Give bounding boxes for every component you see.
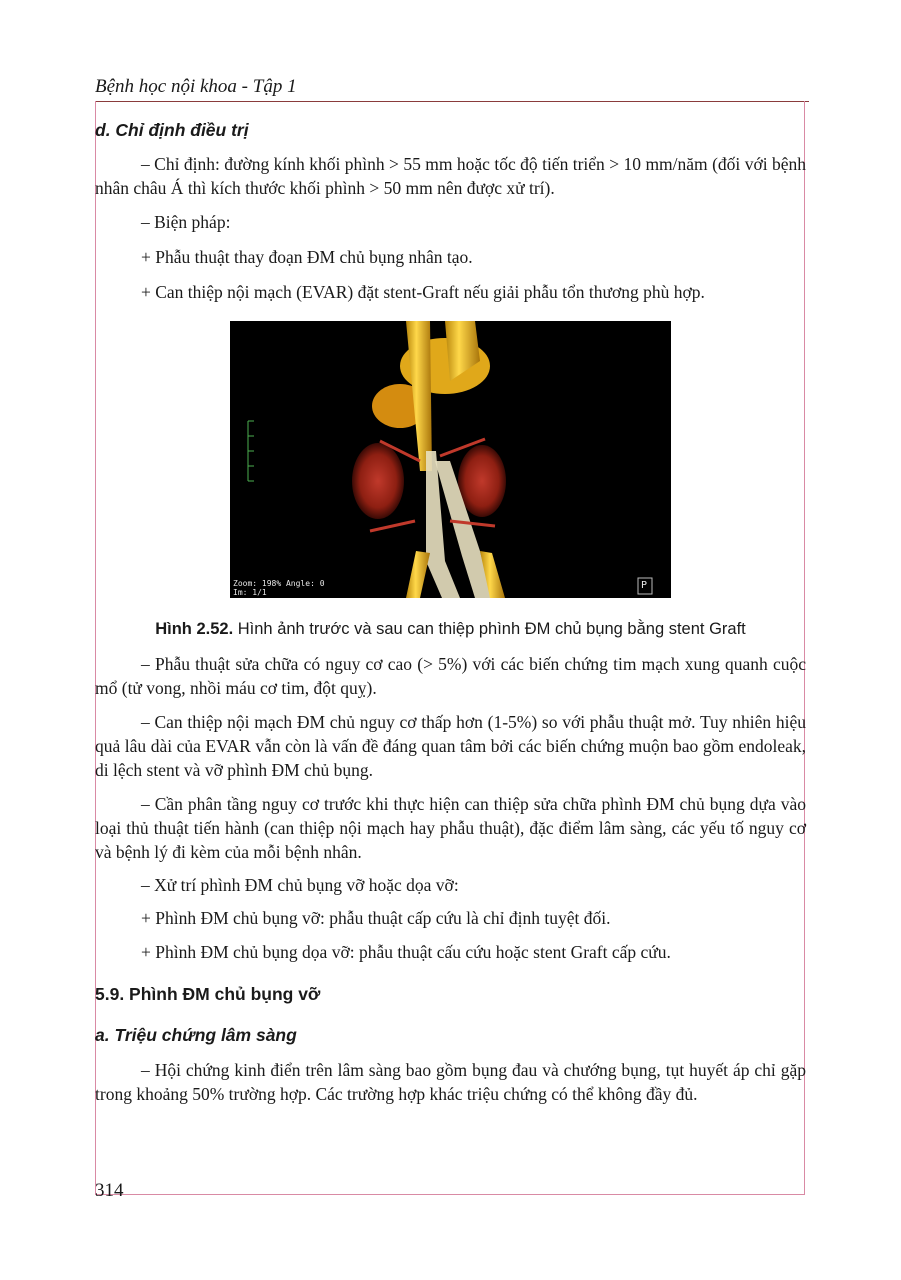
list-item-impending-rupture: + Phình ĐM chủ bụng dọa vỡ: phẫu thuật cấu cứu hoặc stent Graft cấp cứu.	[141, 942, 671, 962]
image-index-readout: Im: 1/1	[233, 588, 267, 597]
paragraph-rupture-management: – Xử trí phình ĐM chủ bụng vỡ hoặc dọa vỡ:	[141, 875, 459, 895]
section-d-heading: d. Chỉ định điều trị	[95, 120, 249, 140]
ct-angiography-image	[230, 321, 671, 598]
zoom-readout: Zoom: 198% Angle: 0	[233, 579, 325, 588]
page-number: 314	[95, 1180, 124, 1201]
list-item-surgery: + Phẫu thuật thay đoạn ĐM chủ bụng nhân tạo.	[141, 247, 473, 267]
running-header: Bệnh học nội khoa - Tập 1	[95, 76, 297, 97]
figure-caption	[95, 620, 806, 639]
paragraph-surgical-risk: – Phẫu thuật sửa chữa có nguy cơ cao (> 5%) với các biến chứng tim mạch xung quanh cuộc mổ (tử vong, nhồi máu cơ tim, đột quỵ).	[95, 654, 806, 698]
section-a-heading: a. Triệu chứng lâm sàng	[95, 1025, 297, 1045]
paragraph-evar-risk: – Can thiệp nội mạch ĐM chủ nguy cơ thấp hơn (1-5%) so với phẫu thuật mở. Tuy nhiên hiệu quả lâu dài của EVAR vẫn còn là vấn đề đáng quan tâm bởi các biến chứng muộn bao gồm endoleak, di lệch stent và vỡ phình ĐM chủ bụng.	[95, 712, 806, 780]
aorta-stent-illustration	[230, 321, 671, 598]
figure-caption-label: Hình 2.52.	[155, 620, 234, 638]
paragraph-measures: – Biện pháp:	[141, 212, 231, 232]
header-rule	[95, 101, 809, 102]
list-item-ruptured: + Phình ĐM chủ bụng vỡ: phẫu thuật cấp cứu là chỉ định tuyệt đối.	[141, 908, 611, 928]
list-item-evar: + Can thiệp nội mạch (EVAR) đặt stent-Graft nếu giải phẫu tổn thương phù hợp.	[141, 282, 705, 302]
paragraph-risk-stratification: – Cần phân tầng nguy cơ trước khi thực hiện can thiệp sửa chữa phình ĐM chủ bụng dựa vào loại thủ thuật tiến hành (can thiệp nội mạch hay phẫu thuật), đặc điểm lâm sàng, các yếu tố nguy cơ và bệnh lý đi kèm của mỗi bệnh nhân.	[95, 794, 806, 862]
figure-caption-text: Hình ảnh trước và sau can thiệp phình ĐM chủ bụng bằng stent Graft	[233, 620, 746, 638]
orientation-mark: P	[641, 580, 648, 591]
paragraph-clinical-symptoms: – Hội chứng kinh điển trên lâm sàng bao gồm bụng đau và chướng bụng, tụt huyết áp chỉ gặp trong khoảng 50% trường hợp. Các trường hợp khác triệu chứng có thể không đầy đủ.	[95, 1060, 806, 1104]
paragraph-indication: – Chỉ định: đường kính khối phình > 55 mm hoặc tốc độ tiến triển > 10 mm/năm (đối với bệnh nhân châu Á thì kích thước khối phình > 50 mm nên được xử trí).	[95, 154, 806, 198]
section-5-9-heading: 5.9. Phình ĐM chủ bụng vỡ	[95, 984, 321, 1004]
page-frame-bottom	[95, 1194, 805, 1195]
